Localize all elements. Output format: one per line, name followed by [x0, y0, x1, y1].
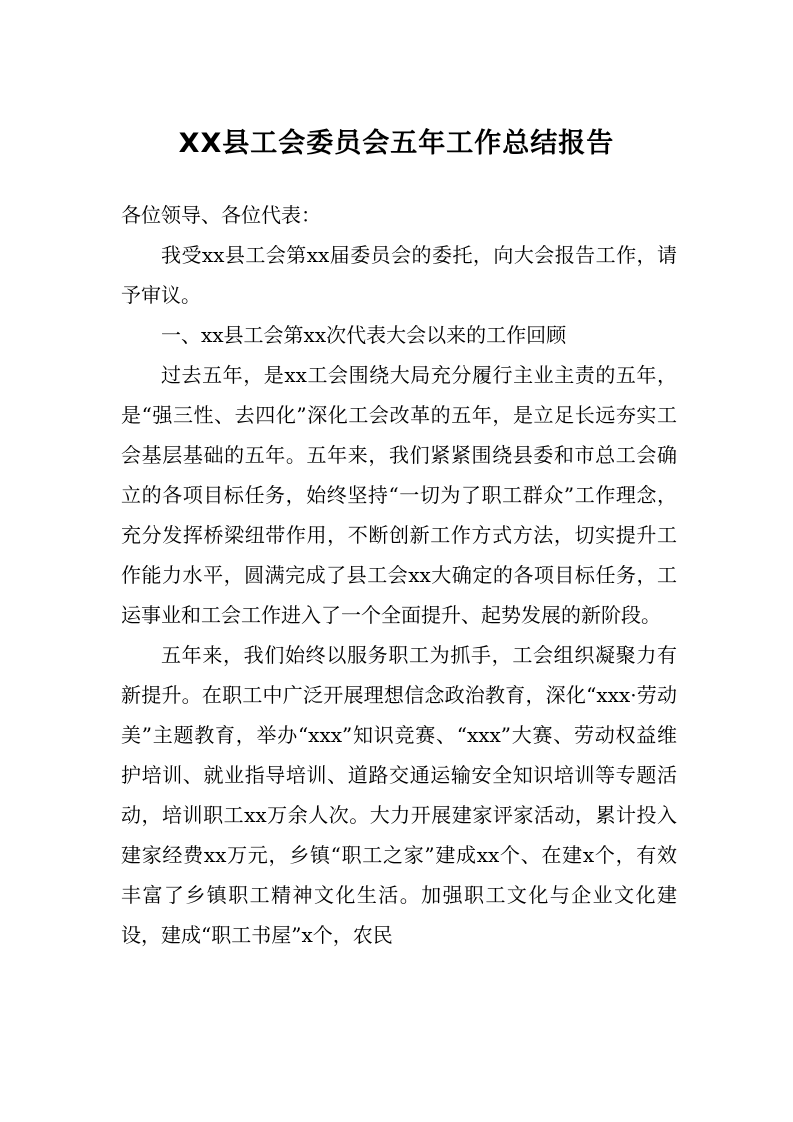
paragraph-intro: 我受xx县工会第xx届委员会的委托，向大会报告工作，请予审议。 [121, 243, 677, 307]
salutation: 各位领导、各位代表： [121, 203, 321, 227]
paragraph-review: 过去五年，是xx工会围绕大局充分履行主业主责的五年，是“强三性、去四化”深化工会改革的五年，是立足长远夯实工会基层基础的五年。五年来，我们紧紧围绕县委和市总工会确立的各项目标任务，始终坚持“一切为了职工群众”工作理念，充分发挥桥梁纽带作用，不断创新工作方式方法，切实提升工作能力水平，圆满完成了县工会xx大确定的各项目标任务，工运事业和工会工作进入了一个全面提升、起势发展的新阶段。 [121, 363, 677, 627]
document-title: XX县工会委员会五年工作总结报告 [178, 128, 615, 159]
section-heading-1: 一、xx县工会第xx次代表大会以来的工作回顾 [161, 323, 567, 347]
paragraph-service: 五年来，我们始终以服务职工为抓手，工会组织凝聚力有新提升。在职工中广泛开展理想信念政治教育，深化“xxx·劳动美”主题教育，举办“xxx”知识竞赛、“xxx”大赛、劳动权益维护培训、就业指导培训、道路交通运输安全知识培训等专题活动，培训职工xx万余人次。大力开展建家评家活动，累计投入建家经费xx万元，乡镇“职工之家”建成xx个、在建x个，有效丰富了乡镇职工精神文化生活。加强职工文化与企业文化建设，建成“职工书屋”x个，农民 [121, 643, 677, 947]
document-body [121, 195, 677, 955]
